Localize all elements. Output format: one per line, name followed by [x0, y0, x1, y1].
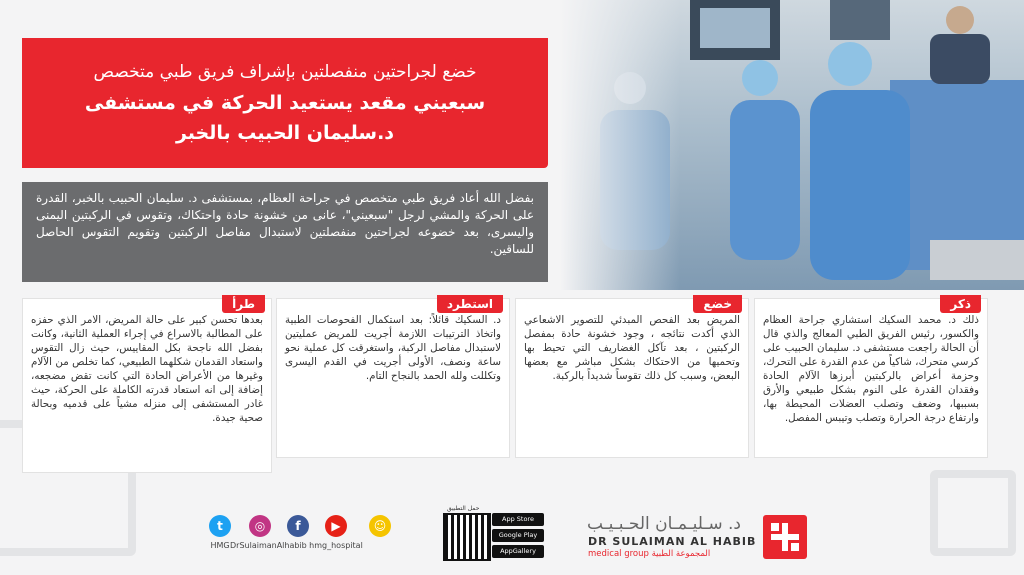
google-play-badge[interactable]: Google Play [492, 529, 544, 542]
snapchat-icon: ☺ [369, 515, 391, 537]
twitter-icon: t [209, 515, 231, 537]
headline-line-3: د.سليمان الحبيب بالخبر [175, 122, 395, 144]
youtube-icon: ▶ [325, 515, 347, 537]
decorative-shape-right [930, 470, 1016, 556]
social-label: HMG [210, 541, 230, 550]
card-tag: طرأ [222, 295, 265, 313]
qr-code[interactable] [443, 513, 491, 561]
social-label: hmg_hospital [309, 541, 363, 550]
brand-group-label: medical group المجموعة الطبية [588, 549, 711, 559]
instagram-icon: ◎ [249, 515, 271, 537]
surgery-illustration [560, 0, 1024, 290]
card-text: د. السكيك قائلاً: بعد استكمال الفحوصات الطبية واتخاذ الترتيبات اللازمة أجريت للمريض عمليتين لاستبدال مفاصل الركبة، واستغرقت كل عملية نحو ساعة ونصف، الأولى أجريت في القدم اليسرى وتكللت ولله الحمد بالنجاح التام. [285, 314, 501, 382]
download-app-label: حمل التطبيق [447, 505, 480, 512]
card-text: المريض بعد الفحص المبدئي للتصوير الاشعاعي الذي أكدت نتائجه ، وجود خشونة حادة بمفصل الركبتين ، بعد تآكل الغضاريف التي تحيط بها وتحميها من الاحتكاك بشكل مباشر مع بعضها البعض، وسبب كل ذلك تقوساً شديداً بالركبة. [524, 314, 740, 382]
brand-arabic-name: د. سـليـمـان الحـبـيـب [587, 514, 741, 534]
card-text: ذلك د. محمد السكيك استشاري جراحة العظام والكسور، رئيس الفريق الطبي المعالج والذي قال أن الحالة راجعت مستشفى د. سليمان الحبيب على كرسي متحرك، شاكياً من عدم القدرة على التحرك، وحزمة أعراض بالركبتين أبرزها الآلام الحادة وفقدان القدرة على النوم بشكل طبيعي والأرق بسببها، وضعف وتصلب العضلات المحيطة بها، وارتفاع درجة الحرارة وتصلب وتيبس المفصل. [762, 314, 979, 424]
card-3 [276, 298, 510, 458]
social-links [210, 515, 410, 565]
card-2 [515, 298, 749, 458]
hmg-logo-icon [763, 515, 807, 559]
facebook-icon: f [287, 515, 309, 537]
card-tag: استطرد [437, 295, 503, 313]
social-label: DrSulaimanAlhabib [230, 541, 307, 550]
intro-paragraph: بفضل الله أعاد فريق طبي متخصص في جراحة العظام، بمستشفى د. سليمان الحبيب بالخبر، القدرة على الحركة والمشي لرجل "سبعيني"، عانى من خشونة حادة واحتكاك، وتقوس في الركبتين اليمنى واليسرى، بعد خضوعه لجراحتين منفصلتين لاستبدال مفاصل الركبتين وتقويم التقوس الحاصل للساقين. [22, 182, 548, 282]
card-4 [22, 298, 272, 473]
card-1 [754, 298, 988, 458]
surgery-photo [560, 0, 1024, 290]
card-text: بعدها تحسن كبير على حالة المريض، الامر الذي حفزه على المطالبة بالاسراع في إجراء العملية الثانية، وكانت بفضل الله ناجحة بكل المقاييس، حيث زال التقوس واستعاد القدمان شكلهما الطبيعي، كما تخلص من الآلام وغيرها من الأعراض الحادة التي كانت تقض مضجعه، إضافة إلى انه استعاد قدرته الكاملة على الحركة، حيث غادر المستشفى إلى منزله مشياً على قدميه وبحالة صحية جيدة. [31, 314, 263, 424]
headline-line-1: خضع لجراحتين منفصلتين بإشراف فريق طبي متخصص [93, 62, 477, 82]
card-tag: خضع [693, 295, 742, 313]
card-tag: ذكر [940, 295, 981, 313]
social-snapchat[interactable] [350, 515, 410, 541]
headline-banner [22, 38, 548, 168]
app-store-badge[interactable]: App Store [492, 513, 544, 526]
brand-english-name: DR SULAIMAN AL HABIB [588, 535, 757, 548]
appgallery-badge[interactable]: AppGallery [492, 545, 544, 558]
headline-line-2: سبعيني مقعد يستعيد الحركة في مستشفى [84, 92, 486, 114]
